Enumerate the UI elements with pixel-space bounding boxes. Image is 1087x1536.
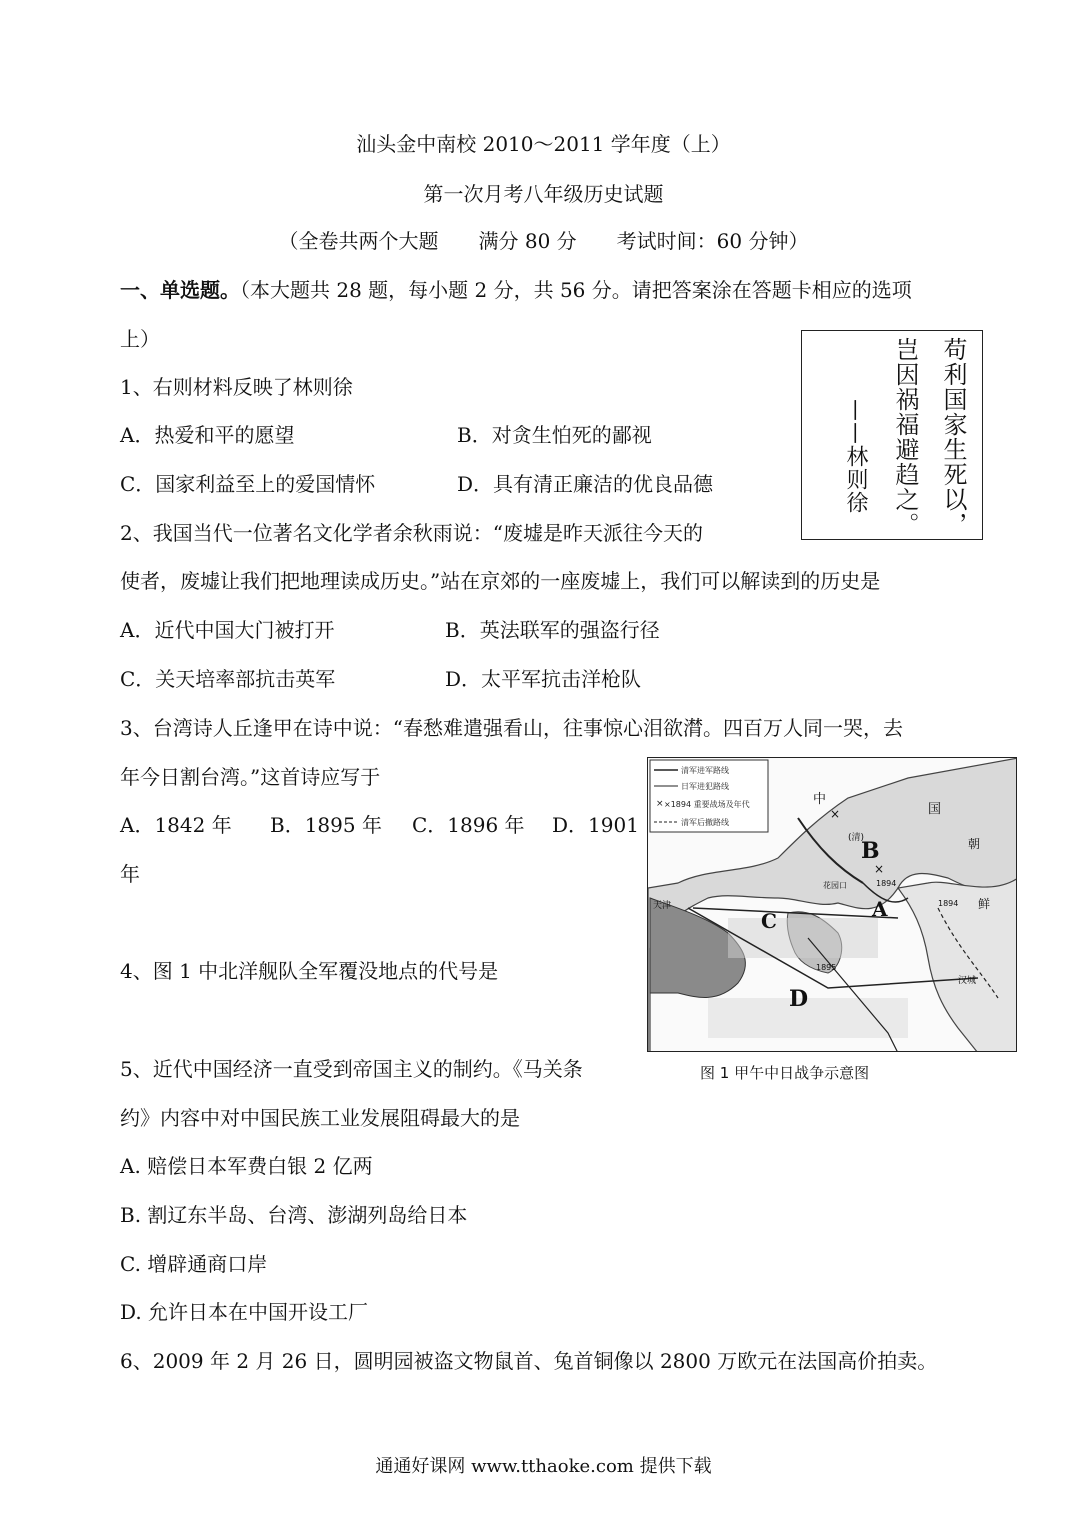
section-heading: 一、单选题。 — [120, 278, 240, 302]
map-label-huayuankou: 花园口 — [823, 881, 847, 890]
q3-option-d: D．1901 — [552, 813, 639, 837]
battle-marker-icon: × — [874, 862, 885, 876]
q5-option-a: A. 赔偿日本军费白银 2 亿两 — [120, 1154, 373, 1178]
q3-option-c: C．1896 年 — [412, 813, 525, 837]
map-label-tianjin: 天津 — [653, 901, 672, 911]
map-label-chao: 朝 — [968, 837, 981, 851]
q3-stem-line2: 年今日割台湾。”这首诗应写于 — [120, 765, 381, 789]
map-label-A: A — [872, 897, 888, 921]
q3-stem-line1: 3、台湾诗人丘逢甲在诗中说：“春愁难遣强看山，往事惊心泪欲潸。四百万人同一哭，去 — [120, 716, 903, 740]
q3-option-d-cont: 年 — [120, 862, 140, 886]
q3-option-a: A．1842 年 — [120, 813, 232, 837]
q5-option-b: B. 割辽东半岛、台湾、澎湖列岛给日本 — [120, 1203, 468, 1227]
q1-stem: 1、右则材料反映了林则徐 — [120, 375, 353, 399]
legend-item-3: ×1894 重要战场及年代 — [664, 800, 750, 809]
q4-stem: 4、图 1 中北洋舰队全军覆没地点的代号是 — [120, 959, 499, 983]
map-caption: 图 1 甲午中日战争示意图 — [700, 1064, 870, 1082]
q5-option-d: D. 允许日本在中国开设工厂 — [120, 1300, 369, 1324]
poem-box — [801, 330, 983, 540]
q6-stem: 6、2009 年 2 月 26 日，圆明园被盗文物鼠首、兔首铜像以 2800 万欧元在法国高价拍卖。 — [120, 1349, 938, 1373]
section-instruction-cont: 上） — [120, 327, 160, 351]
poem-line-2: 岂因祸福避趋之。 — [891, 337, 919, 537]
q2-option-c: C．关天培率部抗击英军 — [120, 667, 336, 691]
legend-item-1: 清军进军路线 — [681, 766, 729, 775]
section-heading-line — [120, 276, 912, 304]
poem-attribution: ——林则徐 — [843, 399, 868, 514]
battle-marker-icon: × — [830, 807, 841, 821]
q2-stem-line1: 2、我国当代一位著名文化学者余秋雨说：“废墟是昨天派往今天的 — [120, 521, 703, 545]
q5-option-c: C. 增辟通商口岸 — [120, 1252, 268, 1276]
map-year-1895: 1895 — [816, 963, 837, 972]
legend-item-4: 清军后撤路线 — [681, 818, 729, 827]
q2-option-a: A．近代中国大门被打开 — [120, 618, 335, 642]
exam-subtitle: 第一次月考八年级历史试题 — [423, 182, 664, 206]
q5-stem-line2: 约》内容中对中国民族工业发展阻碍最大的是 — [120, 1106, 520, 1130]
exam-info: （全卷共两个大题 满分 80 分 考试时间：60 分钟） — [278, 229, 809, 253]
q1-option-d: D．具有清正廉洁的优良品德 — [457, 472, 714, 496]
map-label-C: C — [761, 909, 777, 933]
map-label-qing: (清) — [848, 833, 865, 843]
map-year-1894b: 1894 — [938, 899, 959, 908]
q3-option-b: B．1895 年 — [270, 813, 382, 837]
legend-item-2: 日军进犯路线 — [681, 782, 729, 791]
q1-option-c: C．国家利益至上的爱国情怀 — [120, 472, 376, 496]
q2-option-b: B．英法联军的强盗行径 — [445, 618, 660, 642]
map-label-guo: 国 — [928, 802, 942, 817]
exam-title: 汕头金中南校 2010～2011 学年度（上） — [356, 132, 731, 156]
map-label-hanyang: 汉城 — [958, 976, 977, 986]
q2-stem-line2: 使者，废墟让我们把地理读成历史。”站在京郊的一座废墟上，我们可以解读到的历史是 — [120, 569, 881, 593]
q1-option-b: B．对贪生怕死的鄙视 — [457, 423, 652, 447]
map-year-1894a: 1894 — [876, 879, 897, 888]
map-label-D: D — [789, 986, 809, 1012]
page-footer: 通通好课网 www.tthaoke.com 提供下载 — [375, 1456, 712, 1477]
q2-option-d: D．太平军抗击洋枪队 — [445, 667, 642, 691]
section-instruction: （本大题共 28 题，每小题 2 分，共 56 分。请把答案涂在答题卡相应的选项 — [240, 278, 912, 302]
q1-option-a: A．热爱和平的愿望 — [120, 423, 295, 447]
svg-text:×: × — [656, 799, 664, 809]
poem-line-1: 苟利国家生死以， — [939, 337, 967, 537]
war-map-figure — [647, 757, 1017, 1052]
map-label-B: B — [861, 838, 880, 864]
q5-stem-line1: 5、近代中国经济一直受到帝国主义的制约。《马关条 — [120, 1057, 583, 1081]
map-label-zhong: 中 — [813, 792, 827, 807]
war-map-svg — [648, 758, 1017, 1052]
map-label-xian: 鲜 — [978, 897, 991, 911]
